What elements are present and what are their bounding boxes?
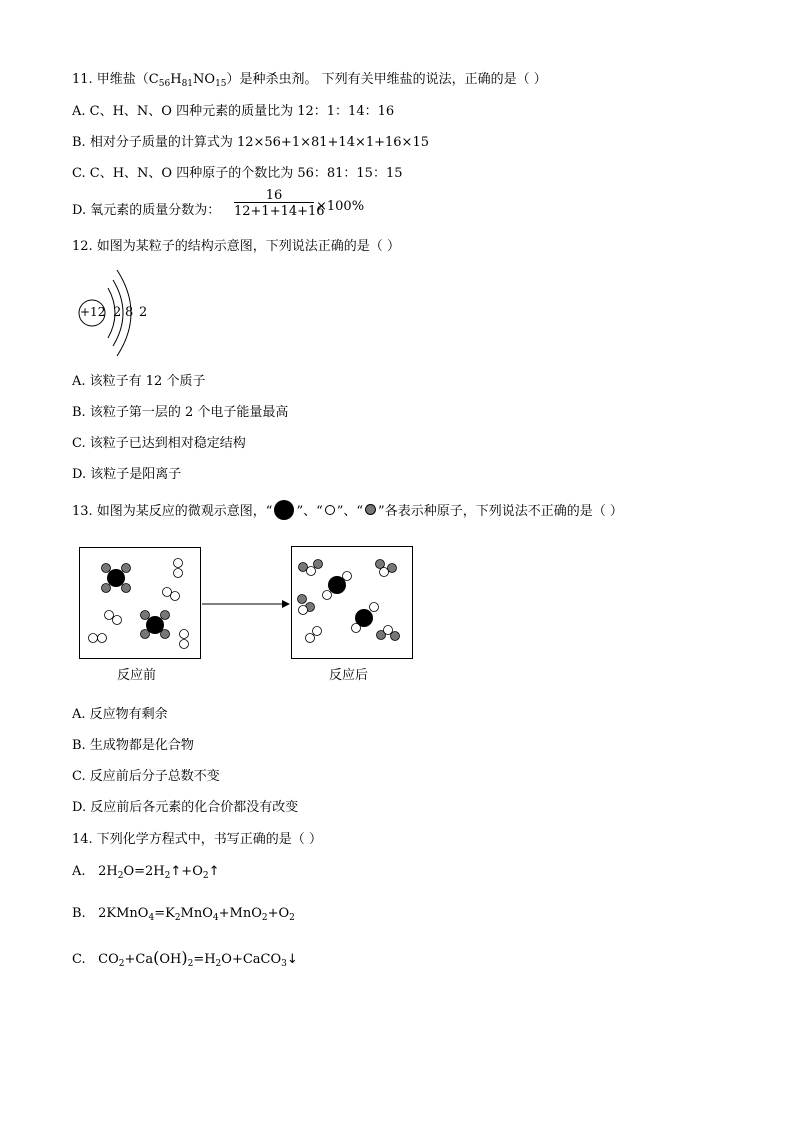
fraction-bar (234, 202, 314, 203)
molecule-black-4-gray (102, 564, 131, 593)
formula-text: NO (193, 72, 216, 87)
q11-option-d-prefix: D. 氧元素的质量分数为： (72, 203, 221, 218)
q11-option-b: B. 相对分子质量的计算式为 12×56+1×81+14×1+16×15 (72, 135, 429, 150)
formula-sub: 15 (215, 79, 227, 89)
q11-option-a: A. C、H、N、O 四种元素的质量比为 12：1：14：16 (72, 104, 395, 119)
q12-option-c: C. 该粒子已达到相对稳定结构 (72, 436, 246, 451)
molecule-black-4-gray (141, 611, 170, 639)
fraction-numerator: 16 (265, 188, 283, 203)
option-label: B. (72, 906, 86, 921)
equation-a: $2H_2O=2H_2↑+O_2↑$ (98, 864, 220, 881)
q13-stem-text: 13. 如图为某反应的微观示意图，“ (72, 504, 273, 519)
formula-text: H (170, 72, 182, 87)
white-atom-icon (325, 505, 335, 515)
gray-atom-icon (365, 504, 376, 515)
caption-after-reaction: 反应后 (329, 668, 369, 683)
shell-1-count: 2 (113, 305, 122, 320)
q14-stem: 14. 下列化学方程式中，书写正确的是（ ） (72, 832, 322, 847)
q13-stem (72, 500, 623, 520)
q13-option-b: B. 生成物都是化合物 (72, 738, 194, 753)
equation-c: $CO_2+Ca(OH)_2=H_2O+CaCO_3↓$ (98, 948, 298, 969)
q13-stem-text: ”各表示种原子，下列说法不正确的是（ ） (378, 504, 623, 519)
shell-3-count: 2 (139, 305, 148, 320)
q13-stem-text: ”、“ (336, 504, 364, 519)
q11-option-c: C. C、H、N、O 四种原子的个数比为 56：81：15：15 (72, 166, 403, 181)
shell-2-count: 8 (125, 305, 134, 320)
q13-stem-text: ”、“ (296, 504, 323, 519)
q12-option-d: D. 该粒子是阳离子 (72, 467, 182, 482)
q14-option-b (72, 906, 295, 923)
option-label: A. (72, 864, 86, 879)
q11-stem-text: ）是种杀虫剂。 下列有关甲维盐的说法，正确的是（ ） (226, 72, 547, 87)
formula-sub: 56 (158, 79, 171, 89)
option-label: C. (72, 952, 86, 967)
caption-before-reaction: 反应前 (117, 668, 157, 683)
q12-option-b: B. 该粒子第一层的 2 个电子能量最高 (72, 405, 289, 420)
q12-option-a: A. 该粒子有 12 个质子 (72, 374, 206, 389)
q13-option-a: A. 反应物有剩余 (72, 707, 168, 722)
q13-option-c: C. 反应前后分子总数不变 (72, 769, 220, 784)
fraction-denominator: 12+1+14+16 (234, 204, 325, 219)
formula-sub: 81 (181, 79, 194, 89)
q13-option-d: D. 反应前后各元素的化合价都没有改变 (72, 800, 299, 815)
q11-stem-text: 11. 甲维盐（C (72, 72, 159, 87)
large-black-atom-icon (274, 500, 294, 520)
q12-stem: 12. 如图为某粒子的结构示意图，下列说法正确的是（ ） (72, 239, 400, 254)
equation-b: $2KMnO_4=K_2MnO_4+MnO_2+O_2$ (98, 906, 295, 923)
fraction-suffix: ×100% (316, 199, 365, 214)
q14-option-a (72, 864, 220, 881)
q14-option-c (72, 948, 298, 969)
after-molecules (298, 560, 400, 643)
q11-stem (72, 68, 547, 89)
nucleus-charge: +12 (80, 305, 106, 319)
